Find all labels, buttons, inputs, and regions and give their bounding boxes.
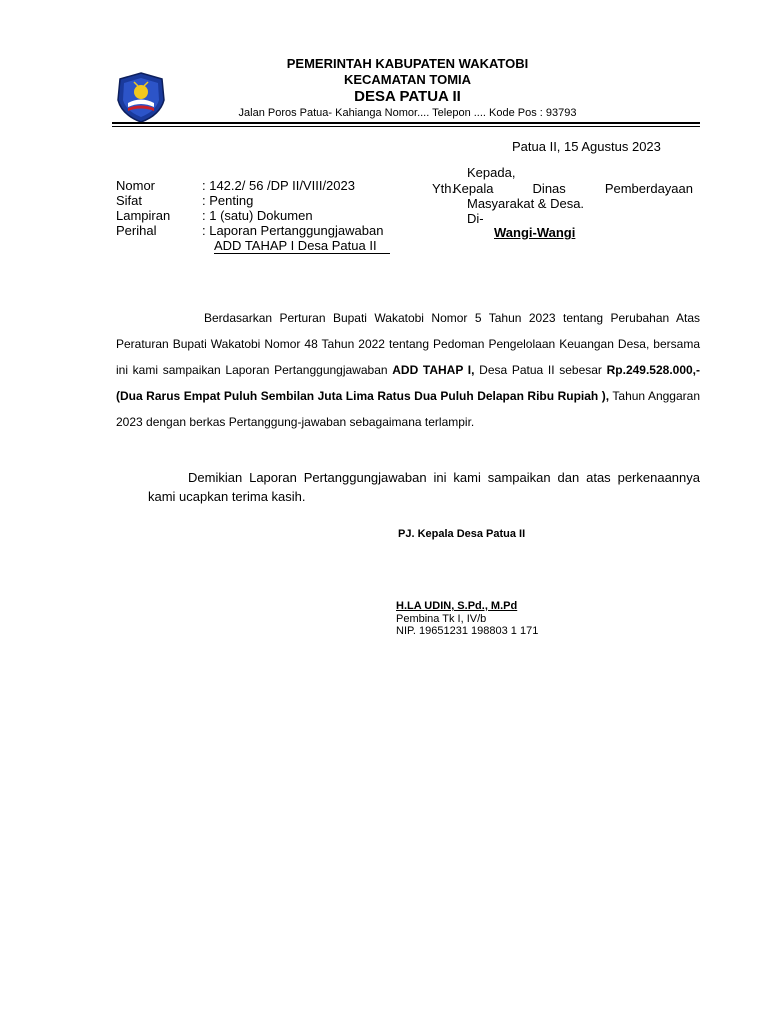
nomor-value: : 142.2/ 56 /DP II/VIII/2023 (202, 178, 355, 193)
letterhead-district: KECAMATAN TOMIA (343, 72, 472, 87)
letterhead-address: Jalan Poros Patua- Kahianga Nomor.... Telepon .... Kode Pos : 93793 (238, 107, 577, 119)
sifat-value: : Penting (202, 193, 254, 208)
recipient-office: Kepala Dinas Pemberdayaan (453, 181, 693, 196)
body-closing-text: Demikian Laporan Pertanggungjawaban ini kami sampaikan dan atas perkenaannya kami ucapkan terima kasih. (148, 470, 700, 504)
regency-crest-icon (114, 70, 168, 124)
recipient-kepada: Kepada, (467, 165, 516, 180)
recipient-office-cont: Masyarakat & Desa. (467, 196, 585, 211)
recipient-place: Wangi-Wangi (494, 225, 576, 240)
body-paragraph-2 (148, 468, 700, 506)
sifat-label: Sifat (116, 193, 143, 208)
lampiran-value: : 1 (satu) Dokumen (202, 208, 313, 223)
letterhead-village: DESA PATUA II (354, 88, 461, 105)
signature-rank: Pembina Tk I, IV/b (396, 613, 487, 625)
recipient-di: Di- (467, 211, 484, 226)
body-text-a: Berdasarkan Perturan Bupati Wakatobi Nomor 5 Tahun 2023 tentang Perubahan Atas Peraturan Bupati Wakatobi Nomor 48 Tahun 2022 tentang Pedoman Pengelolaan Keuangan Desa, bersama ini kami sampaikan Laporan Pertanggungjawaban (116, 311, 700, 377)
letterhead-rule-thick (112, 122, 700, 124)
body-text-add: ADD TAHAP I, (392, 363, 475, 377)
letterhead-government: PEMERINTAH KABUPATEN WAKATOBI (286, 56, 529, 71)
body-text-c: Desa Patua II sebesar (474, 363, 607, 377)
letter-date: Patua II, 15 Agustus 2023 (512, 139, 661, 154)
nomor-label: Nomor (116, 178, 156, 193)
body-paragraph-1 (116, 305, 700, 435)
perihal-value-subject: ADD TAHAP I Desa Patua II (214, 238, 390, 254)
body-text-e: Tahun Anggaran 2023 dengan berkas Pertanggung-jawaban sebagaimana terlampir. (116, 389, 701, 429)
letterhead-rule-thin (112, 126, 700, 127)
signature-nip: NIP. 19651231 198803 1 171 (396, 625, 539, 637)
perihal-value: : Laporan Pertanggungjawaban (202, 223, 384, 238)
perihal-label: Perihal (116, 223, 157, 238)
signature-name: H.LA UDIN, S.Pd., M.Pd (396, 600, 518, 612)
recipient-yth: Yth. (432, 181, 456, 196)
signature-title: PJ. Kepala Desa Patua II (398, 528, 526, 540)
lampiran-label: Lampiran (116, 208, 171, 223)
body-text-amount: Rp.249.528.000,- (Dua Rarus Empat Puluh Sembilan Juta Lima Ratus Dua Puluh Delapan Ribu Rupiah ), (116, 363, 701, 403)
